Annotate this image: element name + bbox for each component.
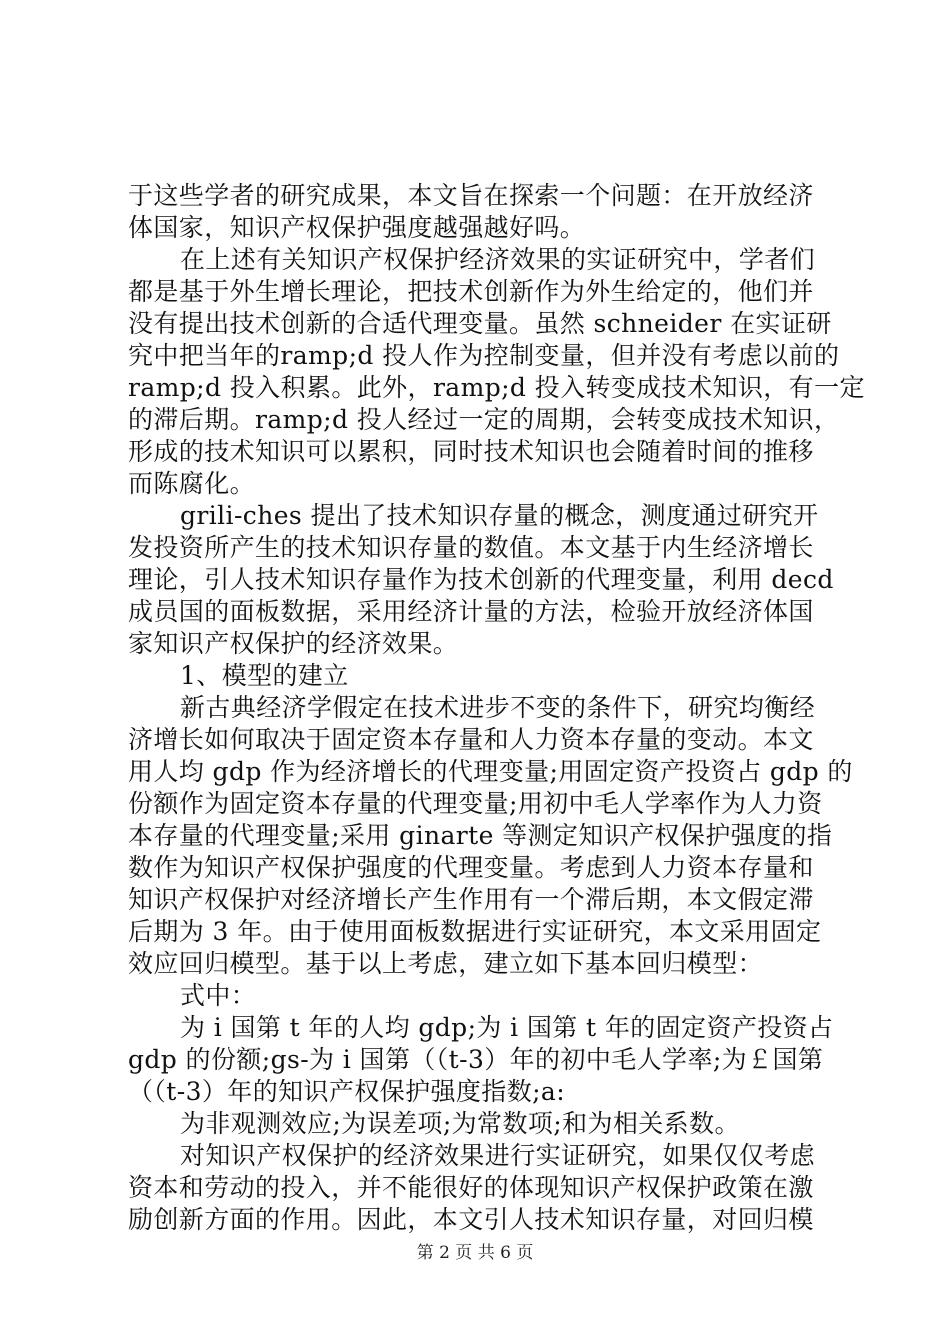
text-line: 于这些学者的研究成果，本文旨在探索一个问题：在开放经济 xyxy=(128,181,814,210)
text-line: 而陈腐化。 xyxy=(128,469,256,498)
text-line: 励创新方面的作用。因此，本文引人技术知识存量，对回归模 xyxy=(128,1205,814,1234)
paragraph-first-line: 对知识产权保护的经济效果进行实证研究，如果仅仅考虑 xyxy=(180,1141,816,1170)
text-line: （（t-3）年的知识产权保护强度指数;a: xyxy=(128,1077,566,1106)
text-line: ramp;d 投入积累。此外，ramp;d 投入转变成技术知识，有一定 xyxy=(128,373,865,402)
paragraph-first-line: 为 i 国第 t 年的人均 gdp;为 i 国第 t 年的固定资产投资占 xyxy=(180,1013,834,1042)
text-line: 体国家，知识产权保护强度越强越好吗。 xyxy=(128,213,586,242)
text-line: 家知识产权保护的经济效果。 xyxy=(128,629,459,658)
text-line: 数作为知识产权保护强度的代理变量。考虑到人力资本存量和 xyxy=(128,853,814,882)
paragraph-first-line: 新古典经济学假定在技术进步不变的条件下，研究均衡经 xyxy=(180,693,816,722)
page-number: 第 2 页 共 6 页 xyxy=(416,1243,534,1263)
text-line: 理论，引人技术知识存量作为技术创新的代理变量，利用 decd xyxy=(128,565,834,594)
text-line: 效应回归模型。基于以上考虑，建立如下基本回归模型： xyxy=(128,949,764,978)
paragraph-first-line: grili-ches 提出了技术知识存量的概念，测度通过研究开 xyxy=(180,501,819,530)
text-line: gdp 的份额;gs-为 i 国第（（t-3）年的初中毛人学率;为￡国第 xyxy=(128,1045,824,1074)
text-line: 资本和劳动的投入，并不能很好的体现知识产权保护政策在激 xyxy=(128,1173,814,1202)
text-line: 成员国的面板数据，采用经济计量的方法，检验开放经济体国 xyxy=(128,597,814,626)
text-line: 本存量的代理变量;采用 ginarte 等测定知识产权保护强度的指 xyxy=(128,821,833,850)
paragraph-first-line: 在上述有关知识产权保护经济效果的实证研究中，学者们 xyxy=(180,245,816,274)
text-line: 没有提出技术创新的合适代理变量。虽然 schneider 在实证研 xyxy=(128,309,832,338)
paragraph-first-line: 式中： xyxy=(180,981,257,1010)
text-line: 用人均 gdp 作为经济增长的代理变量;用固定资产投资占 gdp 的 xyxy=(128,757,853,786)
section-heading: 1、模型的建立 xyxy=(180,661,349,690)
text-line: 济增长如何取决于固定资本存量和人力资本存量的变动。本文 xyxy=(128,725,814,754)
text-line: 份额作为固定资本存量的代理变量;用初中毛人学率作为人力资 xyxy=(128,789,823,818)
text-line: 后期为 3 年。由于使用面板数据进行实证研究，本文采用固定 xyxy=(128,917,822,946)
text-line: 的滞后期。ramp;d 投人经过一定的周期，会转变成技术知识， xyxy=(128,405,840,434)
text-line: 都是基于外生增长理论，把技术创新作为外生给定的，他们并 xyxy=(128,277,814,306)
paragraph-first-line: 为非观测效应;为误差项;为常数项;和为相关系数。 xyxy=(180,1109,740,1138)
text-line: 形成的技术知识可以累积，同时技术知识也会随着时间的推移 xyxy=(128,437,814,466)
text-line: 究中把当年的ramp;d 投人作为控制变量，但并没有考虑以前的 xyxy=(128,341,840,370)
text-line: 知识产权保护对经济增长产生作用有一个滞后期，本文假定滞 xyxy=(128,885,814,914)
text-line: 发投资所产生的技术知识存量的数值。本文基于内生经济增长 xyxy=(128,533,814,562)
